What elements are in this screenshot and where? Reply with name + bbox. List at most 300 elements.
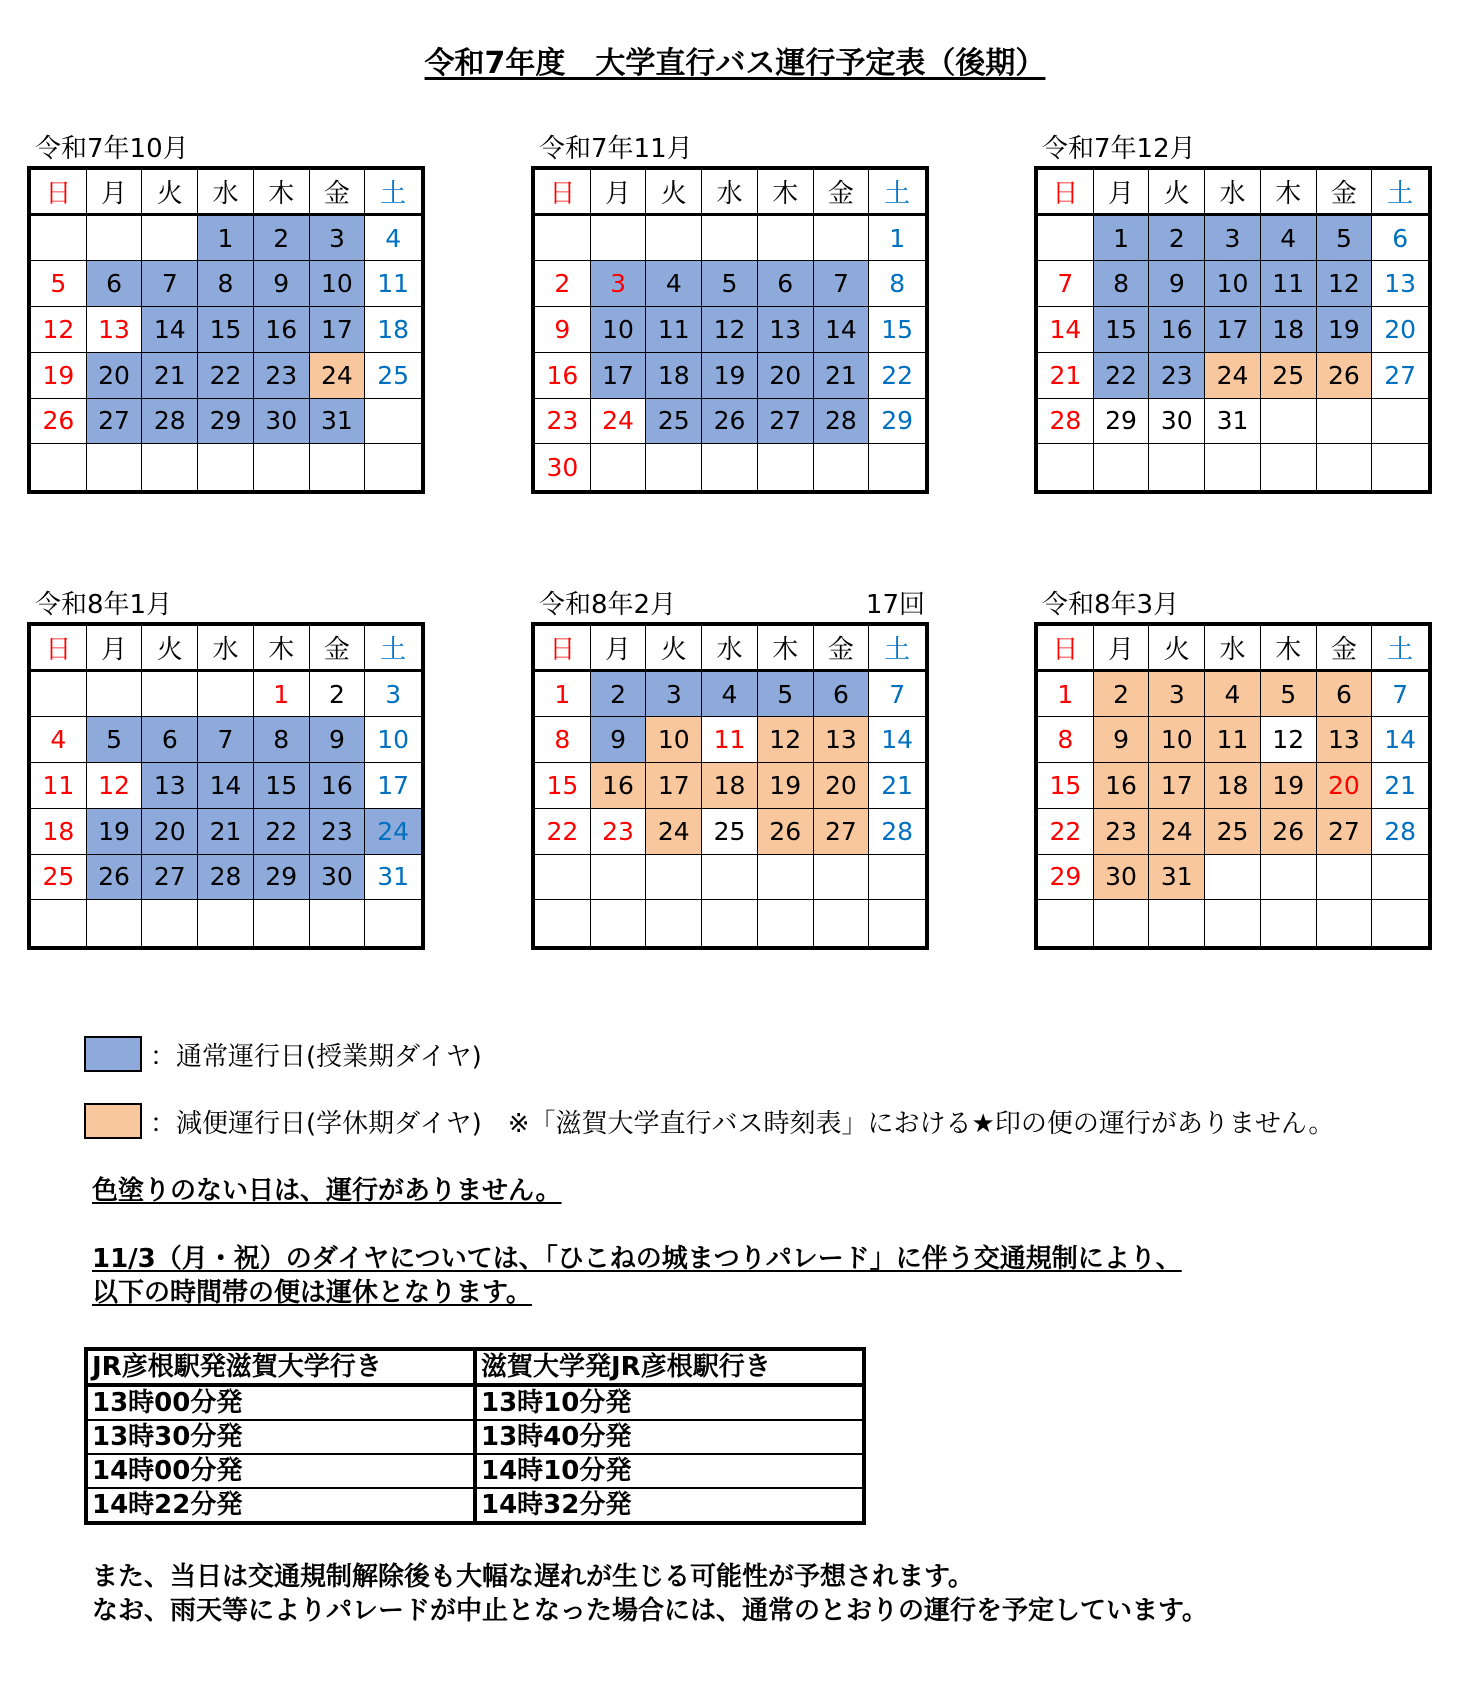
calendar-empty-cell <box>591 900 647 946</box>
calendar-day-cell: 8 <box>1038 717 1094 763</box>
weekday-header: 水 <box>198 626 254 672</box>
calendar-day-cell: 1 <box>198 216 254 262</box>
calendar-day-cell: 30 <box>310 855 366 901</box>
calendar-day-cell: 29 <box>254 855 310 901</box>
calendar-empty-cell <box>758 900 814 946</box>
calendar-day-cell: 26 <box>758 809 814 855</box>
calendar-empty-cell <box>87 216 143 262</box>
calendar-empty-cell <box>646 900 702 946</box>
weekday-header: 月 <box>87 170 143 216</box>
calendar-day-cell: 27 <box>814 809 870 855</box>
calendar-nov <box>531 132 929 494</box>
calendar-day-cell: 6 <box>814 672 870 718</box>
calendar-day-cell: 11 <box>1261 261 1317 307</box>
weekday-header: 水 <box>1205 170 1261 216</box>
calendar-day-cell: 1 <box>254 672 310 718</box>
calendar-day-cell: 24 <box>1149 809 1205 855</box>
calendar-day-cell: 21 <box>198 809 254 855</box>
calendar-grid <box>27 166 425 494</box>
calendar-empty-cell <box>198 444 254 490</box>
table-cell: 14時00分発 <box>86 1454 475 1488</box>
calendar-empty-cell <box>254 444 310 490</box>
calendar-day-cell: 3 <box>646 672 702 718</box>
weekday-header: 金 <box>814 626 870 672</box>
calendar-empty-cell <box>1372 900 1428 946</box>
calendar-day-cell: 2 <box>310 672 366 718</box>
weekday-header: 日 <box>535 170 591 216</box>
calendar-empty-cell <box>365 444 421 490</box>
weekday-header: 木 <box>254 170 310 216</box>
calendar-day-cell: 14 <box>142 307 198 353</box>
calendar-day-cell: 25 <box>646 399 702 445</box>
calendar-day-cell: 21 <box>869 763 925 809</box>
weekday-header: 日 <box>31 626 87 672</box>
calendar-day-cell: 6 <box>758 261 814 307</box>
calendar-day-cell: 8 <box>254 717 310 763</box>
calendar-day-cell: 8 <box>198 261 254 307</box>
calendar-day-cell: 2 <box>591 672 647 718</box>
calendar-empty-cell <box>31 444 87 490</box>
calendar-day-cell: 18 <box>31 809 87 855</box>
calendar-day-cell: 20 <box>814 763 870 809</box>
calendar-empty-cell <box>1205 900 1261 946</box>
calendar-day-cell: 10 <box>1205 261 1261 307</box>
calendar-day-cell: 17 <box>1205 307 1261 353</box>
weekday-header: 土 <box>869 170 925 216</box>
calendar-day-cell: 29 <box>1038 855 1094 901</box>
calendar-empty-cell <box>87 444 143 490</box>
legend-reduced-label: ：減便運行日(学休期ダイヤ) ※「滋賀大学直行バス時刻表」における★印の便の運行がありません。 <box>150 1108 1335 1139</box>
calendar-day-cell: 24 <box>310 353 366 399</box>
weekday-header: 日 <box>31 170 87 216</box>
calendar-day-cell: 10 <box>365 717 421 763</box>
table-header-cell: JR彦根駅発滋賀大学行き <box>86 1349 475 1385</box>
weekday-header: 火 <box>1149 626 1205 672</box>
calendar-day-cell: 7 <box>869 672 925 718</box>
calendar-empty-cell <box>1205 444 1261 490</box>
weekday-header: 火 <box>142 626 198 672</box>
calendar-day-cell: 5 <box>702 261 758 307</box>
calendar-day-cell: 19 <box>87 809 143 855</box>
weekday-header: 金 <box>310 626 366 672</box>
calendar-empty-cell <box>814 216 870 262</box>
calendar-day-cell: 20 <box>758 353 814 399</box>
calendar-day-cell: 1 <box>869 216 925 262</box>
calendar-day-cell: 5 <box>1261 672 1317 718</box>
calendar-day-cell: 20 <box>142 809 198 855</box>
calendar-day-cell: 26 <box>702 399 758 445</box>
calendar-grid <box>531 166 929 494</box>
calendar-day-cell: 2 <box>1094 672 1150 718</box>
calendar-day-cell: 17 <box>1149 763 1205 809</box>
calendar-month-label: 令和8年2月 <box>539 590 677 620</box>
calendar-day-cell: 26 <box>1261 809 1317 855</box>
calendar-month-label: 令和7年11月 <box>539 134 693 164</box>
calendar-day-cell: 22 <box>1038 809 1094 855</box>
calendar-day-cell: 31 <box>365 855 421 901</box>
calendar-day-cell: 19 <box>702 353 758 399</box>
weekday-header: 金 <box>1317 170 1373 216</box>
calendar-day-cell: 15 <box>1094 307 1150 353</box>
weekday-header: 土 <box>1372 626 1428 672</box>
calendar-day-cell: 17 <box>365 763 421 809</box>
calendar-empty-cell <box>1149 900 1205 946</box>
calendar-day-cell: 4 <box>31 717 87 763</box>
calendar-day-cell: 12 <box>1317 261 1373 307</box>
calendar-day-cell: 3 <box>1205 216 1261 262</box>
calendar-day-cell: 16 <box>535 353 591 399</box>
calendar-day-cell: 23 <box>310 809 366 855</box>
calendar-grid <box>531 622 929 950</box>
calendar-day-cell: 1 <box>1038 672 1094 718</box>
calendar-day-cell: 30 <box>1149 399 1205 445</box>
table-cell: 13時10分発 <box>475 1385 864 1420</box>
calendar-day-cell: 21 <box>1372 763 1428 809</box>
weekday-header: 日 <box>1038 626 1094 672</box>
suspended-schedule-table <box>84 1347 866 1525</box>
weekday-header: 木 <box>758 626 814 672</box>
calendar-empty-cell <box>869 900 925 946</box>
calendar-day-cell: 29 <box>1094 399 1150 445</box>
calendar-day-cell: 14 <box>198 763 254 809</box>
calendar-day-cell: 19 <box>1317 307 1373 353</box>
calendar-mar <box>1034 588 1432 950</box>
calendar-jan <box>27 588 425 950</box>
calendar-day-cell: 24 <box>646 809 702 855</box>
calendar-empty-cell <box>254 900 310 946</box>
calendar-header <box>531 132 929 166</box>
calendar-empty-cell <box>1094 444 1150 490</box>
calendar-empty-cell <box>1317 900 1373 946</box>
calendar-day-cell: 21 <box>814 353 870 399</box>
calendar-day-cell: 24 <box>591 399 647 445</box>
calendar-day-cell: 22 <box>1094 353 1150 399</box>
calendar-day-cell: 22 <box>535 809 591 855</box>
weekday-header: 木 <box>758 170 814 216</box>
legend-normal-label: ：通常運行日(授業期ダイヤ) <box>150 1041 482 1072</box>
calendar-day-cell: 18 <box>1261 307 1317 353</box>
calendar-day-cell: 9 <box>310 717 366 763</box>
calendar-day-cell: 7 <box>198 717 254 763</box>
calendar-empty-cell <box>702 216 758 262</box>
calendar-empty-cell <box>1317 855 1373 901</box>
calendar-empty-cell <box>87 900 143 946</box>
calendar-day-cell: 9 <box>1094 717 1150 763</box>
calendar-day-cell: 18 <box>1205 763 1261 809</box>
page-title: 令和7年度 大学直行バス運行予定表（後期） <box>424 46 1046 81</box>
calendar-day-cell: 17 <box>646 763 702 809</box>
calendar-day-cell: 15 <box>198 307 254 353</box>
calendar-day-cell: 16 <box>1094 763 1150 809</box>
calendar-empty-cell <box>1261 855 1317 901</box>
calendar-day-cell: 19 <box>758 763 814 809</box>
calendar-day-cell: 21 <box>1038 353 1094 399</box>
calendar-empty-cell <box>702 444 758 490</box>
calendar-empty-cell <box>1038 216 1094 262</box>
calendar-month-label: 令和7年12月 <box>1042 134 1196 164</box>
calendar-day-cell: 23 <box>591 809 647 855</box>
calendar-day-cell: 30 <box>1094 855 1150 901</box>
calendar-day-cell: 20 <box>87 353 143 399</box>
table-cell: 13時00分発 <box>86 1385 475 1420</box>
calendar-header <box>1034 588 1432 622</box>
calendar-day-cell: 2 <box>1149 216 1205 262</box>
calendar-day-cell: 18 <box>646 353 702 399</box>
calendar-day-cell: 20 <box>1372 307 1428 353</box>
calendar-day-cell: 6 <box>87 261 143 307</box>
calendar-day-cell: 28 <box>1372 809 1428 855</box>
calendar-day-cell: 22 <box>198 353 254 399</box>
calendar-day-cell: 29 <box>198 399 254 445</box>
calendar-empty-cell <box>869 855 925 901</box>
calendar-day-cell: 21 <box>142 353 198 399</box>
calendar-day-cell: 7 <box>1372 672 1428 718</box>
calendar-empty-cell <box>1372 399 1428 445</box>
table-row <box>86 1385 864 1420</box>
calendar-day-cell: 25 <box>702 809 758 855</box>
weekday-header: 土 <box>365 626 421 672</box>
calendar-day-cell: 15 <box>535 763 591 809</box>
note-no-color: 色塗りのない日は、運行がありません。 <box>92 1176 562 1206</box>
calendar-day-cell: 5 <box>1317 216 1373 262</box>
calendar-empty-cell <box>142 900 198 946</box>
calendar-day-cell: 26 <box>87 855 143 901</box>
calendar-empty-cell <box>1038 444 1094 490</box>
table-cell: 13時40分発 <box>475 1420 864 1454</box>
calendar-day-cell: 28 <box>198 855 254 901</box>
calendar-header <box>27 132 425 166</box>
calendar-empty-cell <box>1261 900 1317 946</box>
legend-reduced-swatch <box>84 1103 142 1139</box>
calendar-day-cell: 8 <box>1094 261 1150 307</box>
calendar-day-cell: 8 <box>869 261 925 307</box>
calendar-day-cell: 11 <box>646 307 702 353</box>
calendar-grid <box>1034 622 1432 950</box>
calendar-day-cell: 14 <box>869 717 925 763</box>
calendar-empty-cell <box>646 216 702 262</box>
calendar-day-cell: 31 <box>310 399 366 445</box>
calendar-count-note: 17回 <box>865 590 925 620</box>
calendar-empty-cell <box>142 672 198 718</box>
calendar-day-cell: 7 <box>1038 261 1094 307</box>
calendar-day-cell: 23 <box>535 399 591 445</box>
calendar-day-cell: 9 <box>591 717 647 763</box>
legend-normal-swatch <box>84 1036 142 1072</box>
calendar-grid <box>1034 166 1432 494</box>
calendar-empty-cell <box>310 444 366 490</box>
table-cell: 14時10分発 <box>475 1454 864 1488</box>
calendar-month-label: 令和8年3月 <box>1042 590 1180 620</box>
weekday-header: 火 <box>646 170 702 216</box>
legend-normal <box>84 1036 482 1072</box>
calendar-day-cell: 24 <box>1205 353 1261 399</box>
calendar-grid <box>27 622 425 950</box>
calendar-day-cell: 10 <box>646 717 702 763</box>
calendar-day-cell: 3 <box>365 672 421 718</box>
calendar-empty-cell <box>31 900 87 946</box>
calendar-empty-cell <box>365 900 421 946</box>
calendar-day-cell: 2 <box>535 261 591 307</box>
calendar-empty-cell <box>142 444 198 490</box>
calendar-day-cell: 5 <box>758 672 814 718</box>
calendar-day-cell: 15 <box>254 763 310 809</box>
calendar-day-cell: 1 <box>1094 216 1150 262</box>
calendar-day-cell: 16 <box>254 307 310 353</box>
calendar-day-cell: 28 <box>142 399 198 445</box>
calendar-day-cell: 13 <box>758 307 814 353</box>
weekday-header: 水 <box>1205 626 1261 672</box>
calendar-empty-cell <box>310 900 366 946</box>
calendar-day-cell: 27 <box>142 855 198 901</box>
calendar-day-cell: 6 <box>1372 216 1428 262</box>
calendar-day-cell: 28 <box>814 399 870 445</box>
calendar-day-cell: 4 <box>1261 216 1317 262</box>
calendar-day-cell: 28 <box>1038 399 1094 445</box>
calendar-day-cell: 7 <box>814 261 870 307</box>
calendar-day-cell: 9 <box>535 307 591 353</box>
table-row <box>86 1420 864 1454</box>
calendar-empty-cell <box>365 399 421 445</box>
calendar-day-cell: 12 <box>1261 717 1317 763</box>
weekday-header: 月 <box>591 626 647 672</box>
calendar-oct <box>27 132 425 494</box>
calendar-day-cell: 18 <box>702 763 758 809</box>
calendar-day-cell: 11 <box>31 763 87 809</box>
weekday-header: 木 <box>1261 170 1317 216</box>
calendar-empty-cell <box>1261 399 1317 445</box>
calendar-day-cell: 19 <box>31 353 87 399</box>
weekday-header: 日 <box>535 626 591 672</box>
calendar-day-cell: 31 <box>1205 399 1261 445</box>
calendar-day-cell: 12 <box>31 307 87 353</box>
calendar-empty-cell <box>869 444 925 490</box>
footer-line: なお、雨天等によりパレードが中止となった場合には、通常のとおりの運行を予定しています。 <box>92 1596 1208 1626</box>
calendar-empty-cell <box>87 672 143 718</box>
calendar-day-cell: 18 <box>365 307 421 353</box>
calendar-day-cell: 27 <box>1372 353 1428 399</box>
weekday-header: 金 <box>814 170 870 216</box>
calendar-day-cell: 3 <box>1149 672 1205 718</box>
calendar-empty-cell <box>758 444 814 490</box>
weekday-header: 月 <box>87 626 143 672</box>
calendar-header <box>531 588 929 622</box>
calendar-day-cell: 4 <box>1205 672 1261 718</box>
note-nov3: 11/3（月・祝）のダイヤについては、「ひこねの城まつりパレード」に伴う交通規制により、 以下の時間帯の便は運休となります。 <box>92 1244 1182 1308</box>
calendar-day-cell: 13 <box>142 763 198 809</box>
calendar-day-cell: 6 <box>1317 672 1373 718</box>
calendar-day-cell: 11 <box>365 261 421 307</box>
calendar-day-cell: 27 <box>1317 809 1373 855</box>
calendar-day-cell: 25 <box>31 855 87 901</box>
calendar-day-cell: 13 <box>814 717 870 763</box>
calendar-day-cell: 13 <box>87 307 143 353</box>
calendar-month-label: 令和8年1月 <box>35 590 173 620</box>
calendar-empty-cell <box>1094 900 1150 946</box>
calendar-empty-cell <box>1372 444 1428 490</box>
calendar-day-cell: 5 <box>31 261 87 307</box>
weekday-header: 火 <box>1149 170 1205 216</box>
calendar-empty-cell <box>814 855 870 901</box>
weekday-header: 土 <box>869 626 925 672</box>
calendar-day-cell: 10 <box>310 261 366 307</box>
calendar-day-cell: 25 <box>365 353 421 399</box>
calendar-day-cell: 23 <box>1094 809 1150 855</box>
calendar-day-cell: 22 <box>869 353 925 399</box>
calendar-day-cell: 23 <box>254 353 310 399</box>
calendar-day-cell: 3 <box>310 216 366 262</box>
calendar-day-cell: 4 <box>646 261 702 307</box>
calendar-day-cell: 12 <box>702 307 758 353</box>
calendar-day-cell: 27 <box>87 399 143 445</box>
calendar-empty-cell <box>535 216 591 262</box>
table-header-cell: 滋賀大学発JR彦根駅行き <box>475 1349 864 1385</box>
calendar-empty-cell <box>591 216 647 262</box>
footer-line: また、当日は交通規制解除後も大幅な遅れが生じる可能性が予想されます。 <box>92 1562 974 1592</box>
table-cell: 14時22分発 <box>86 1488 475 1523</box>
calendar-empty-cell <box>702 855 758 901</box>
weekday-header: 土 <box>365 170 421 216</box>
table-cell: 13時30分発 <box>86 1420 475 1454</box>
calendar-empty-cell <box>591 855 647 901</box>
calendar-empty-cell <box>646 444 702 490</box>
weekday-header: 水 <box>702 626 758 672</box>
calendar-empty-cell <box>1261 444 1317 490</box>
calendar-empty-cell <box>198 672 254 718</box>
calendar-day-cell: 30 <box>535 444 591 490</box>
weekday-header: 月 <box>1094 626 1150 672</box>
calendar-day-cell: 19 <box>1261 763 1317 809</box>
weekday-header: 木 <box>1261 626 1317 672</box>
calendar-day-cell: 16 <box>1149 307 1205 353</box>
calendar-empty-cell <box>31 672 87 718</box>
calendar-dec <box>1034 132 1432 494</box>
calendar-day-cell: 22 <box>254 809 310 855</box>
calendar-day-cell: 4 <box>365 216 421 262</box>
calendar-empty-cell <box>31 216 87 262</box>
calendar-day-cell: 7 <box>142 261 198 307</box>
calendar-day-cell: 8 <box>535 717 591 763</box>
calendar-empty-cell <box>535 900 591 946</box>
table-row <box>86 1454 864 1488</box>
calendar-empty-cell <box>198 900 254 946</box>
calendar-empty-cell <box>758 855 814 901</box>
table-cell: 14時32分発 <box>475 1488 864 1523</box>
calendar-empty-cell <box>1317 399 1373 445</box>
legend-reduced <box>84 1103 1334 1139</box>
calendar-empty-cell <box>142 216 198 262</box>
calendar-day-cell: 24 <box>365 809 421 855</box>
calendar-empty-cell <box>1149 444 1205 490</box>
calendar-day-cell: 14 <box>1372 717 1428 763</box>
calendar-day-cell: 25 <box>1205 809 1261 855</box>
calendar-day-cell: 26 <box>1317 353 1373 399</box>
calendar-header <box>27 588 425 622</box>
calendar-day-cell: 17 <box>310 307 366 353</box>
calendar-day-cell: 6 <box>142 717 198 763</box>
calendar-empty-cell <box>1317 444 1373 490</box>
calendar-day-cell: 16 <box>310 763 366 809</box>
weekday-header: 月 <box>591 170 647 216</box>
calendar-day-cell: 17 <box>591 353 647 399</box>
calendar-day-cell: 3 <box>591 261 647 307</box>
calendar-empty-cell <box>646 855 702 901</box>
calendar-day-cell: 20 <box>1317 763 1373 809</box>
calendar-day-cell: 28 <box>869 809 925 855</box>
calendar-day-cell: 26 <box>31 399 87 445</box>
calendar-day-cell: 5 <box>87 717 143 763</box>
calendar-empty-cell <box>535 855 591 901</box>
calendar-empty-cell <box>1038 900 1094 946</box>
